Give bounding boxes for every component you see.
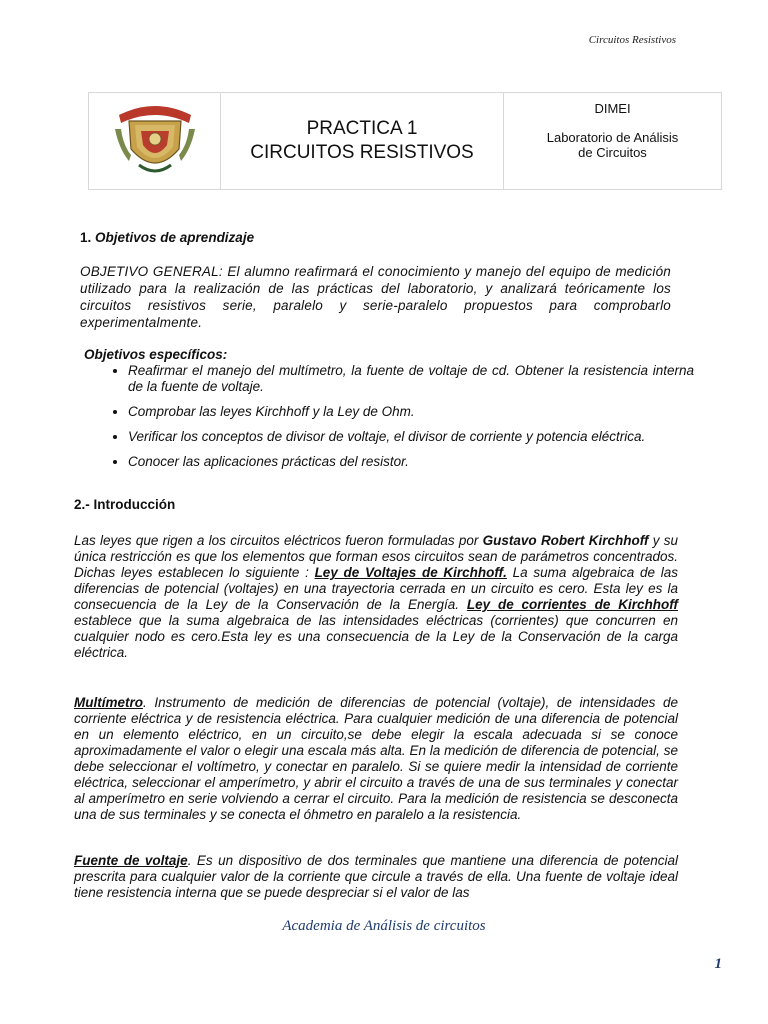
lab-name-line2: de Circuitos <box>578 145 647 160</box>
dept-cell <box>504 93 722 190</box>
intro-paragraph-kirchhoff <box>74 533 678 661</box>
general-objective: OBJETIVO GENERAL: El alumno reafirmará el conocimiento y manejo del equipo de medición utilizado para la realización de las prácticas del laboratorio, y analizará teóricamente los circuitos resistivos serie, paralelo y serie-paralelo propuestos para comprobarlo experimentalmente. <box>80 264 671 330</box>
kirchhoff-name: Gustavo Robert Kirchhoff <box>482 533 649 548</box>
section1-number: 1. <box>80 230 92 245</box>
dept-name: DIMEI <box>594 101 631 116</box>
list-item: • Comprobar las leyes Kirchhoff y la Ley de Ohm. <box>128 404 694 420</box>
text-run: La suma algebraica de las diferencias de potencial (voltajes) en una trayectoria cerrada en un circuito es cero. Esta ley es la consecuencia de la Ley de la Conservación de la Energía. <box>74 565 678 612</box>
voltage-law-term: Ley de Voltajes de Kirchhoff. <box>314 565 507 580</box>
header-table <box>88 92 722 190</box>
section1-heading <box>80 230 254 245</box>
text-run: . Instrumento de medición de diferencias de potencial (voltaje), de intensidades de corriente eléctrica y de resistencia eléctrica. Para cualquier medición de una diferencia de potencial en un elemento eléctrico, en un circuito,se debe elegir la escala adecuada si se conoce aproximadamente el valor o elegir una escala más alta. En la medición de diferencia de potencial, se debe seleccionar el voltímetro, y conectar en paralelo. Si se quiere medir la intensidad de corriente eléctrica, seleccionar el amperímetro, y abrir el circuito a través de una de sus terminales y conectar al amperímetro en serie volviendo a cerrar el circuito. Para la medición de resistencia se desconecta una de sus terminales y se conecta el óhmetro en paralelo a la resistencia. <box>74 695 678 822</box>
multimeter-term: Multímetro <box>74 695 143 710</box>
practice-subtitle: CIRCUITOS RESISTIVOS <box>250 142 474 163</box>
title-cell <box>221 93 504 190</box>
voltage-source-term: Fuente de voltaje <box>74 853 188 868</box>
specific-objectives-list <box>104 363 694 479</box>
intro-paragraph-multimeter <box>74 695 678 823</box>
lab-name-line1: Laboratorio de Análisis <box>546 130 679 145</box>
list-item: • Conocer las aplicaciones prácticas del resistor. <box>128 454 694 470</box>
unam-engineering-logo <box>109 99 201 179</box>
current-law-term: Ley de corrientes de Kirchhoff <box>466 597 678 612</box>
list-item: • Verificar los conceptos de divisor de voltaje, el divisor de corriente y potencia eléctrica. <box>128 429 694 445</box>
text-run: establece que la suma algebraica de las intensidades eléctricas (corrientes) que concurren en cualquier nodo es cero.Esta ley es una consecuencia de la Ley de la Conservación de la carga eléctrica. <box>74 613 678 660</box>
running-head: Circuitos Resistivos <box>588 34 676 46</box>
practice-title: PRACTICA 1 <box>306 118 418 139</box>
list-item: • Reafirmar el manejo del multímetro, la fuente de voltaje de cd. Obtener la resistencia interna de la fuente de voltaje. <box>128 363 694 395</box>
logo-cell <box>89 93 221 190</box>
text-run: Las leyes que rigen a los circuitos eléctricos fueron formuladas por <box>74 533 483 548</box>
page-footer: Academia de Análisis de circuitos <box>282 918 486 934</box>
page-number: 1 <box>714 956 722 972</box>
text-run: . Es un dispositivo de dos terminales que mantiene una diferencia de potencial prescrita para cualquier valor de la corriente que circule a través de ella. Una fuente de voltaje ideal tiene resistencia interna que se puede despreciar si el valor de las <box>74 853 678 900</box>
section2-heading: 2.- Introducción <box>74 497 176 512</box>
text-run: y su única restricción es que los elementos que forman esos circuitos sean de parámetros concentrados. Dichas leyes establecen lo siguiente : <box>74 533 679 580</box>
intro-paragraph-voltage-source <box>74 853 678 901</box>
specific-objectives-title: Objetivos específicos: <box>84 347 228 362</box>
section1-title: Objetivos de aprendizaje <box>95 230 255 245</box>
